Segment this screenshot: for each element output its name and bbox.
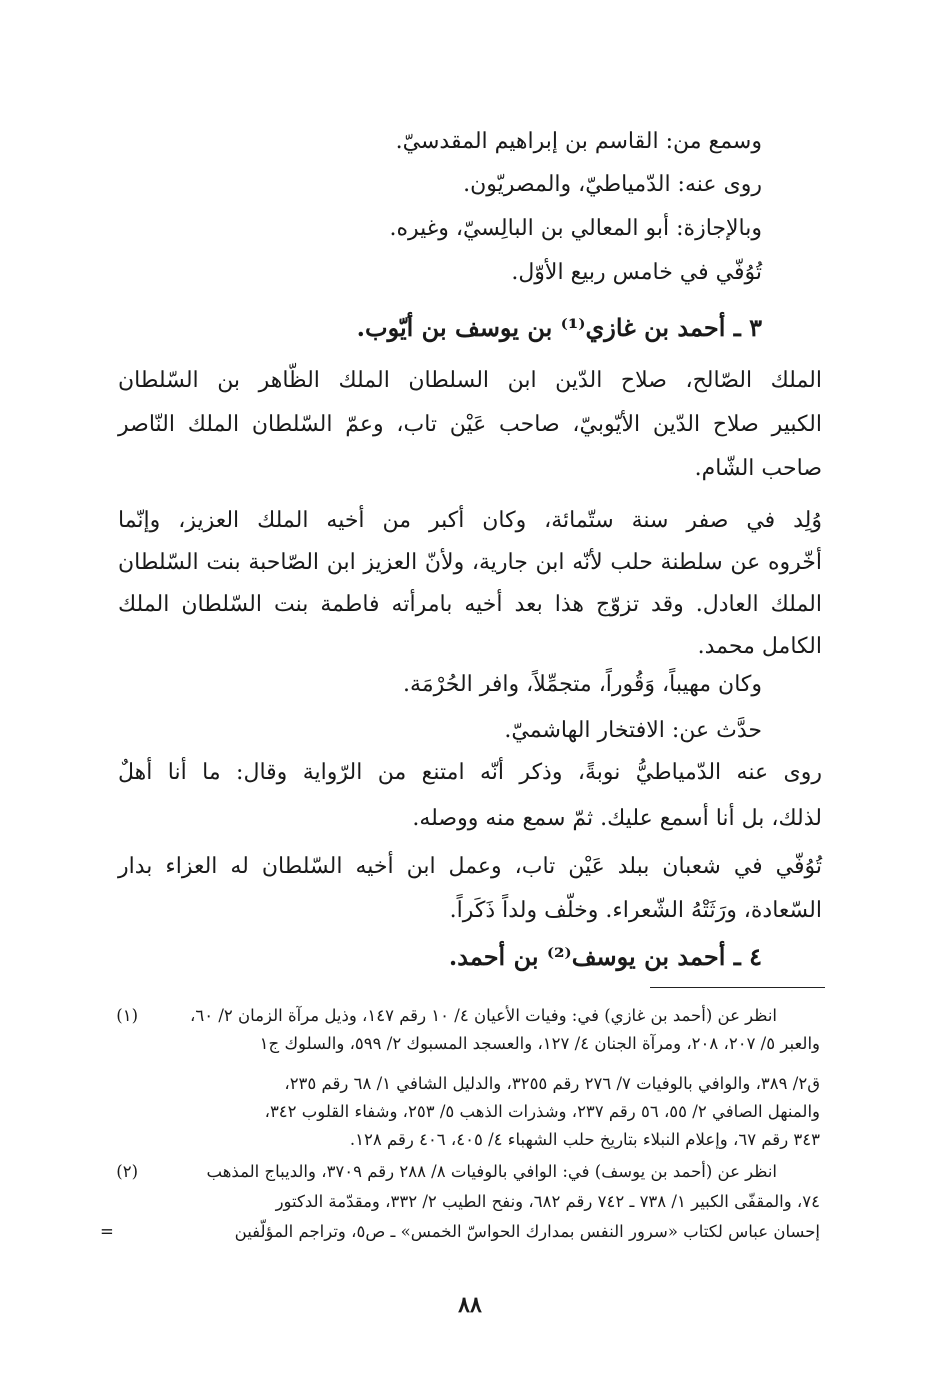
- paragraph-line: السّعادة، ورَثَتْهُ الشّعراء. وخلّف ولداً ذَكَراً.: [449, 898, 822, 923]
- entry-heading: ٣ ـ أحمد بن غازي⁽¹⁾ بن يوسف بن أيّوب.: [356, 313, 762, 342]
- paragraph-line: روى عنه الدّمياطيُّ نوبةً، وذكر أنّه امتنع من الرّواية وقال: ما أنا أهلٌ: [118, 760, 822, 785]
- text-line: وسمع من: القاسم بن إبراهيم المقدسيّ.: [395, 129, 762, 154]
- entry-heading: ٤ ـ أحمد بن يوسف⁽²⁾ بن أحمد.: [448, 942, 762, 971]
- text-line: وبالإجازة: أبو المعالي بن البالِسيّ، وغيره.: [389, 216, 762, 241]
- text-line: تُوُفّي في خامس ربيع الأوّل.: [511, 260, 762, 285]
- text-line: روى عنه: الدّمياطيّ، والمصريّون.: [463, 172, 762, 197]
- continuation-mark: =: [100, 1222, 114, 1241]
- paragraph-line: صاحب الشّام.: [694, 456, 822, 481]
- footnote-line: والعبر ٥/ ٢٠٧، ٢٠٨، ومرآة الجنان ٤/ ١٢٧، والعسجد المسبوك ٢/ ٥٩٩، والسلوك ج١: [259, 1034, 820, 1053]
- footnote-line: ق٢/ ٣٨٩، والوافي بالوفيات ٧/ ٢٧٦ رقم ٣٢٥٥، والدليل الشافي ١/ ٦٨ رقم ٢٣٥،: [284, 1074, 820, 1093]
- footnote-divider: [650, 987, 825, 988]
- paragraph-line: الكبير صلاح الدّين الأيّوبيّ، صاحب عَيْن تاب، وعمّ السّلطان الملك النّاصر: [118, 412, 822, 437]
- paragraph-line: أخّروه عن سلطنة حلب لأنّه ابن جارية، ولأنّ العزيز ابن الصّاحبة بنت السّلطان: [118, 550, 822, 575]
- footnote-number: (٢): [116, 1162, 138, 1181]
- text-line: وكان مهيباً، وَقُوراً، متجمِّلاً، وافر الحُرْمَة.: [403, 672, 762, 697]
- paragraph-line: لذلك، بل أنا أسمع عليك. ثمّ سمع منه ووصله.: [412, 806, 822, 831]
- page-number: ٨٨: [458, 1292, 482, 1318]
- footnote-line: انظر عن (أحمد بن غازي) في: وفيات الأعيان ٤/ ١٠ رقم ١٤٧، وذيل مرآة الزمان ٢/ ٦٠،: [190, 1006, 777, 1025]
- paragraph-line: وُلِد في صفر سنة ستّمائة، وكان أكبر من أخيه الملك العزيز، وإنّما: [118, 508, 822, 533]
- text-line: حدَّث عن: الافتخار الهاشميّ.: [504, 718, 762, 743]
- paragraph-line: الملك العادل. وقد تزوّج هذا بعد أخيه بامرأته فاطمة بنت السّلطان الملك: [118, 592, 822, 617]
- footnote-number: (١): [116, 1006, 138, 1025]
- footnote-line: والمنهل الصافي ٢/ ٥٥، ٥٦ رقم ٢٣٧، وشذرات الذهب ٥/ ٢٥٣، وشفاء القلوب ٣٤٢،: [264, 1102, 820, 1121]
- footnote-line: انظر عن (أحمد بن يوسف) في: الوافي بالوفيات ٨/ ٢٨٨ رقم ٣٧٠٩، والديباج المذهب: [206, 1162, 777, 1181]
- footnote-line: إحسان عباس لكتاب «سرور النفس بمدارك الحواسّ الخمس» ـ ص٥، وتراجم المؤلّفين: [234, 1222, 820, 1241]
- paragraph-line: الكامل محمد.: [697, 634, 822, 659]
- paragraph-line: الملك الصّالح، صلاح الدّين ابن السلطان الملك الظّاهر بن السّلطان: [118, 368, 822, 393]
- footnote-line: ٣٤٣ رقم ٦٧، وإعلام النبلاء بتاريخ حلب الشهباء ٤/ ٤٠٥، ٤٠٦ رقم ١٢٨.: [349, 1130, 820, 1149]
- paragraph-line: تُوُفّي في شعبان ببلد عَيْن تاب، وعمل ابن أخيه السّلطان له العزاء بدار: [118, 854, 822, 879]
- footnote-line: ٧٤، والمقفّى الكبير ١/ ٧٣٨ ـ ٧٤٢ رقم ٦٨٢، ونفح الطيب ٢/ ٣٣٢، ومقدّمة الدكتور: [275, 1192, 820, 1211]
